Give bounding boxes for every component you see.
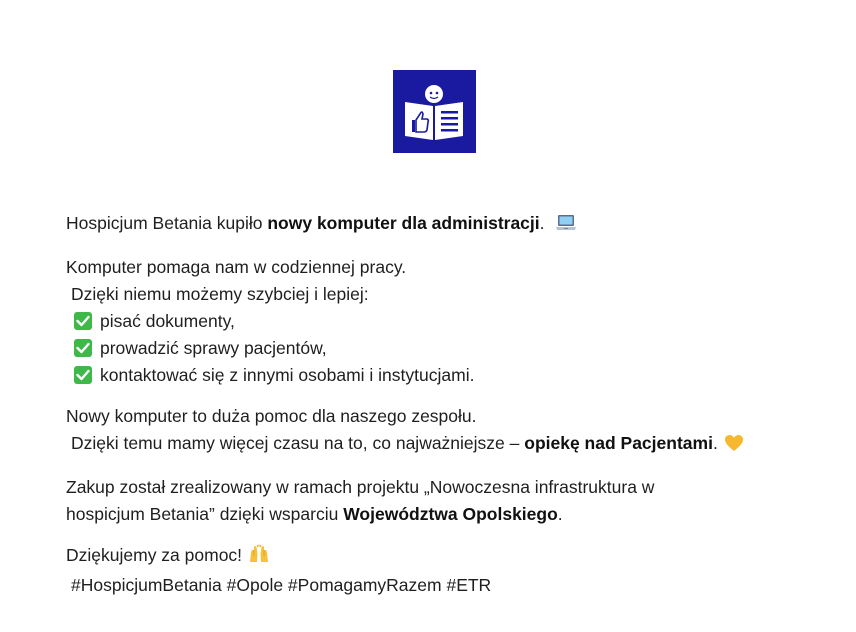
post-paragraph-funding bbox=[66, 474, 826, 528]
intro-text: Hospicjum Betania kupiło bbox=[66, 213, 268, 233]
thanks-text: Dziękujemy za pomoc! bbox=[66, 545, 243, 565]
list-item bbox=[66, 335, 826, 362]
funding-period: . bbox=[557, 504, 563, 524]
easy-to-read-logo-icon bbox=[393, 70, 476, 153]
benefits-line-1: Komputer pomaga nam w codziennej pracy. bbox=[66, 257, 407, 277]
list-item-text: kontaktować się z innymi osobami i instytucjami. bbox=[100, 365, 475, 385]
post-paragraph-thanks bbox=[66, 542, 826, 599]
team-period: . bbox=[712, 433, 718, 453]
check-mark-icon bbox=[74, 312, 92, 330]
post-paragraph-benefits bbox=[66, 254, 826, 389]
post-paragraph-team bbox=[66, 403, 826, 460]
yellow-heart-icon bbox=[724, 433, 744, 460]
team-bold-text: opiekę nad Pacjentami bbox=[524, 433, 713, 453]
thanks-line bbox=[66, 542, 826, 572]
check-mark-icon bbox=[74, 366, 92, 384]
hashtags[interactable]: #HospicjumBetania #Opole #PomagamyRazem #ETR bbox=[71, 575, 492, 595]
intro-period: . bbox=[539, 213, 545, 233]
list-item-text: pisać dokumenty, bbox=[100, 311, 235, 331]
funding-line-2 bbox=[66, 501, 826, 528]
post-body bbox=[66, 210, 826, 613]
laptop-icon bbox=[555, 213, 577, 240]
benefits-line-2: Dzięki niemu możemy szybciej i lepiej: bbox=[71, 284, 369, 304]
check-mark-icon bbox=[74, 339, 92, 357]
intro-bold-text: nowy komputer dla administracji bbox=[267, 213, 540, 233]
post-paragraph-intro bbox=[66, 210, 826, 240]
raising-hands-icon bbox=[248, 544, 270, 572]
list-item-text: prowadzić sprawy pacjentów, bbox=[100, 338, 327, 358]
funding-line-1: Zakup został zrealizowany w ramach projektu „Nowoczesna infrastruktura w bbox=[66, 477, 655, 497]
list-item bbox=[66, 362, 826, 389]
team-line-1: Nowy komputer to duża pomoc dla naszego zespołu. bbox=[66, 406, 477, 426]
funding-bold-text: Województwa Opolskiego bbox=[343, 504, 558, 524]
team-line-2 bbox=[66, 430, 826, 460]
list-item bbox=[66, 308, 826, 335]
funding-line-2-text: hospicjum Betania” dzięki wsparciu bbox=[66, 504, 344, 524]
team-line-2-text: Dzięki temu mamy więcej czasu na to, co najważniejsze – bbox=[71, 433, 525, 453]
